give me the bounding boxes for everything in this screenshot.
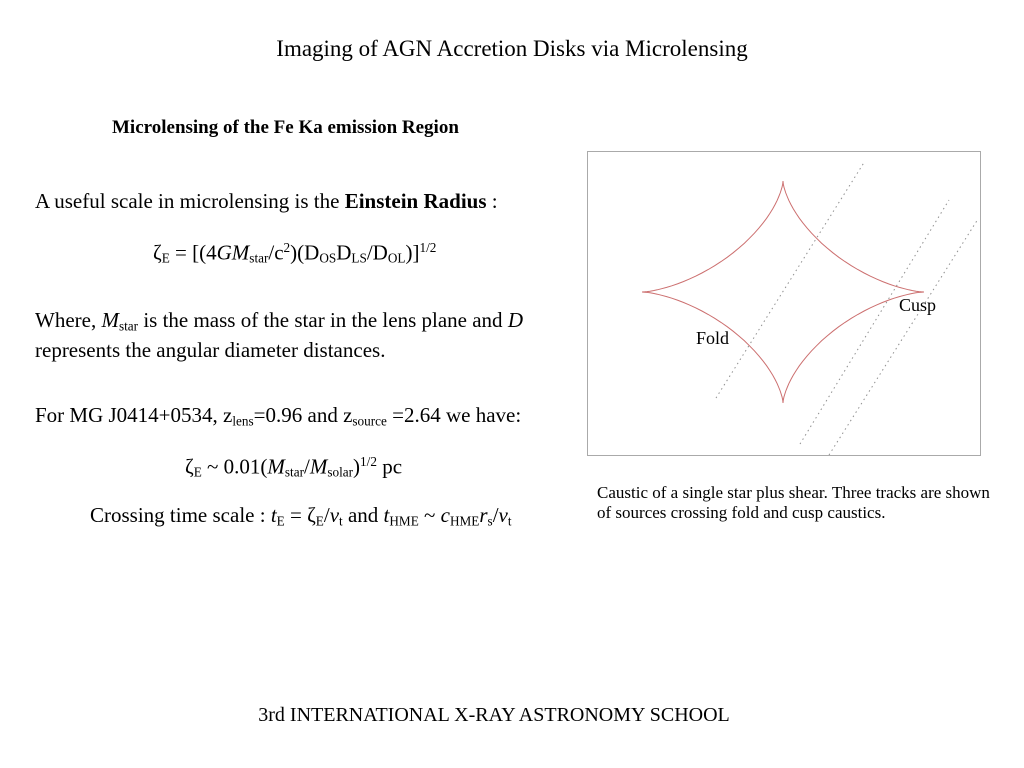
source-track-1 xyxy=(716,161,865,398)
caustic-figure xyxy=(587,151,981,456)
slide-title: Imaging of AGN Accretion Disks via Microlensing xyxy=(276,36,748,61)
where-paragraph: Where, $M_{star}$ is the mass of the star in the lens plane and D represents the angular diameter distances. xyxy=(35,308,523,363)
caustic-figure-svg xyxy=(588,152,980,455)
source-track-2 xyxy=(800,200,949,444)
fold-label: Fold xyxy=(696,328,730,348)
slide-footer: 3rd INTERNATIONAL X-RAY ASTRONOMY SCHOOL xyxy=(258,704,730,726)
figure-caption xyxy=(597,483,1007,523)
einstein-radius-formula: $\zeta_E = [(4GM_{star}/c^2)(D_{OS}D_{LS}/D_{OL})]^{1/2}$ xyxy=(153,240,437,266)
example-paragraph: For MG J0414+0534, $z_{lens}=0.96$ and $z_{source} =2.64$ we have: xyxy=(35,403,522,429)
section-heading: Microlensing of the Fe Ka emission Region xyxy=(112,117,459,138)
scale-formula: $\zeta_E$ ~ $0.01(M_{star}/M_{solar})^{1/2}$ pc xyxy=(185,454,403,480)
figure-caption-line2: of sources crossing fold and cusp caustics. xyxy=(597,503,886,522)
crossing-time-line: Crossing time scale : $t_E = \zeta_E/v_t$ and $t_{HME}$ ~ $c_{HME}r_s/v_t$ xyxy=(90,503,512,529)
cusp-label: Cusp xyxy=(899,295,937,315)
source-track-3 xyxy=(829,219,978,455)
figure-caption-line1: Caustic of a single star plus shear. Three tracks are shown xyxy=(597,483,990,502)
intro-paragraph: A useful scale in microlensing is the Einstein Radius : xyxy=(35,189,498,213)
